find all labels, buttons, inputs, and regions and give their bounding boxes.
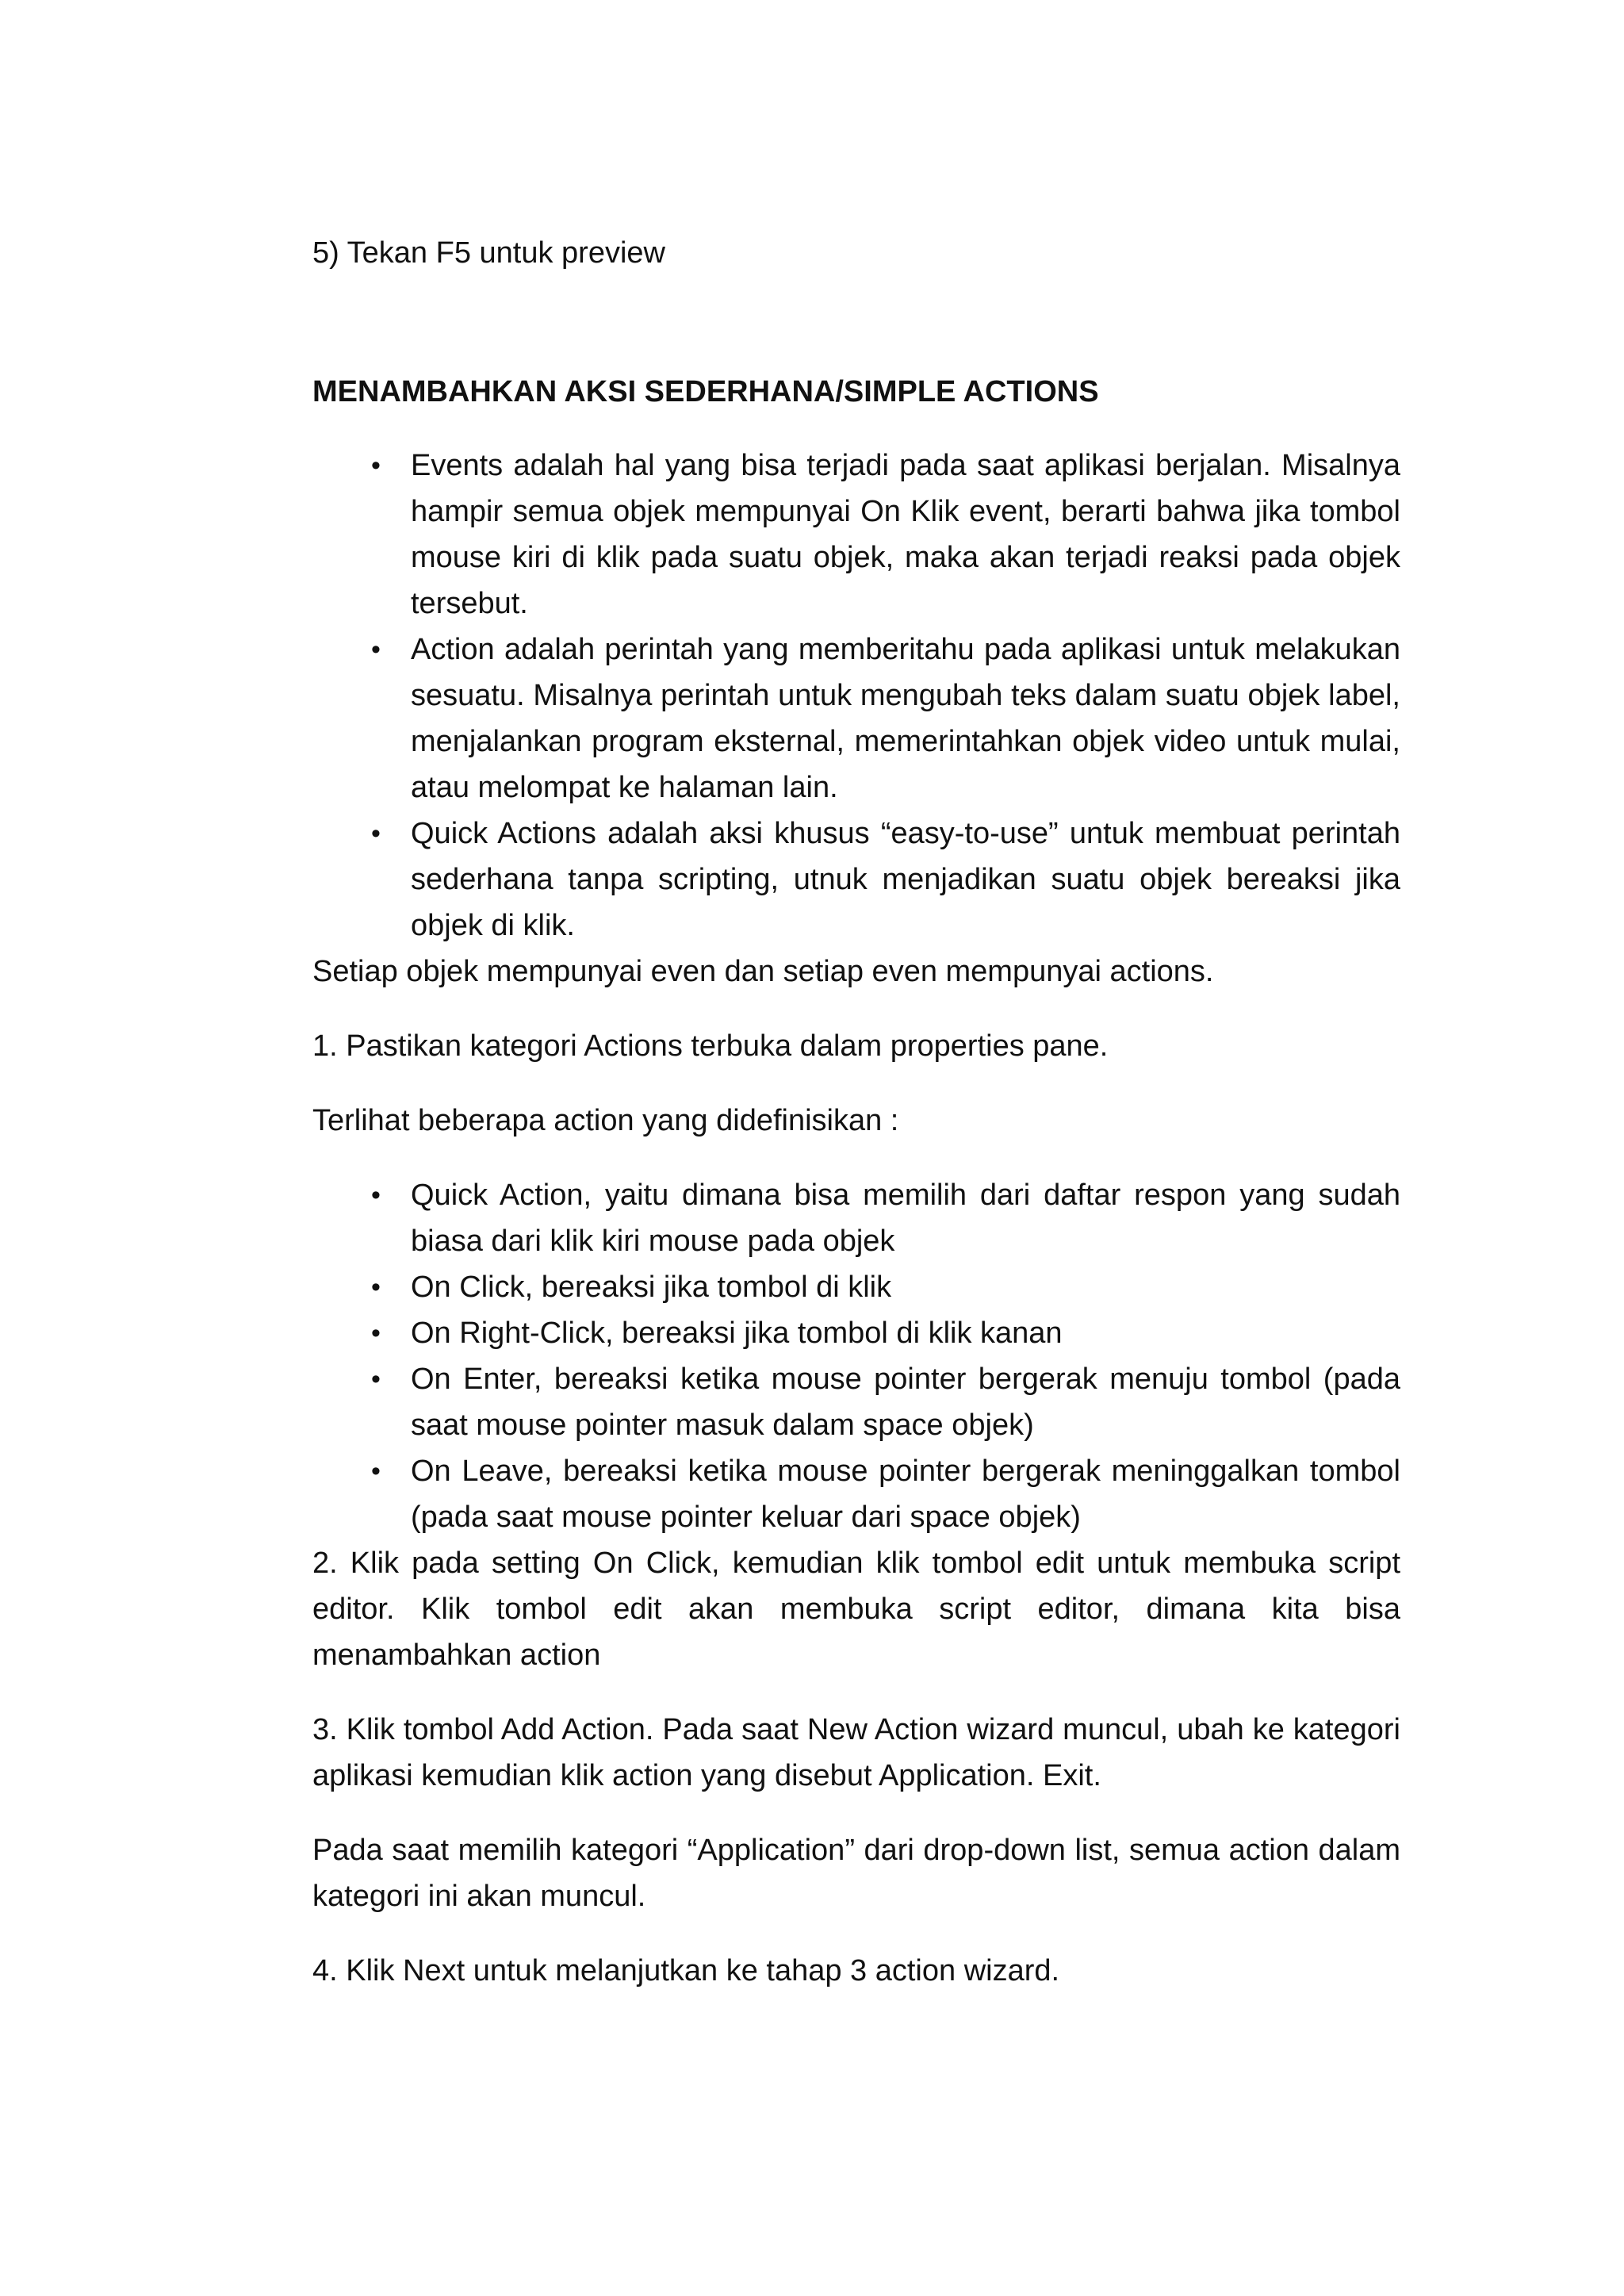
list-item-text: On Leave, bereaksi ketika mouse pointer bergerak meninggalkan tombol (pada saat mouse pointer keluar dari space objek) (411, 1455, 1400, 1534)
bullet-icon: • (371, 818, 381, 849)
list-item-text: On Enter, bereaksi ketika mouse pointer bergerak menuju tombol (pada saat mouse pointer masuk dalam space objek) (411, 1363, 1400, 1442)
list-item-text: Events adalah hal yang bisa terjadi pada saat aplikasi berjalan. Misalnya hampir semua objek mempunyai On Klik event, berarti bahwa jika tombol mouse kiri di klik pada suatu objek, maka akan terjadi reaksi pada objek tersebut. (411, 449, 1400, 620)
bullet-icon: • (371, 634, 381, 665)
actions-list (312, 1172, 1400, 1540)
list-item-text: On Click, bereaksi jika tombol di klik (411, 1271, 892, 1304)
step-2-text: 2. Klik pada setting On Click, kemudian klik tombol edit untuk membuka script editor. Klik tombol edit akan membuka script editor, dimana kita bisa menambahkan action (312, 1547, 1400, 1672)
bullet-icon: • (371, 1364, 381, 1394)
list-item-text: Quick Actions adalah aksi khusus “easy-to-use” untuk membuat perintah sederhana tanpa scripting, utnuk menjadikan suatu objek bereaksi jika objek di klik. (411, 817, 1400, 942)
bullet-icon: • (371, 450, 381, 481)
step-3-text: 3. Klik tombol Add Action. Pada saat New Action wizard muncul, ubah ke kategori aplikasi kemudian klik action yang disebut Application. Exit. (312, 1713, 1400, 1792)
list-item (312, 1356, 1400, 1448)
bullet-icon: • (371, 1318, 381, 1348)
bullet-icon: • (371, 1272, 381, 1302)
list-item (312, 443, 1400, 627)
bullet-icon: • (371, 1180, 381, 1210)
list-item-text: Quick Action, yaitu dimana bisa memilih dari daftar respon yang sudah biasa dari klik kiri mouse pada objek (411, 1179, 1400, 1258)
definitions-list (312, 443, 1400, 949)
paragraph-application: Pada saat memilih kategori “Application” dari drop-down list, semua action dalam kategori ini akan muncul. (312, 1834, 1400, 1913)
list-item (312, 1310, 1400, 1356)
paragraph-terlihat: Terlihat beberapa action yang didefinisikan : (312, 1104, 899, 1137)
document-body (312, 230, 1400, 2022)
list-item (312, 627, 1400, 811)
list-item (312, 1172, 1400, 1264)
list-item-text: On Right-Click, bereaksi jika tombol di klik kanan (411, 1317, 1063, 1350)
paragraph-even: Setiap objek mempunyai even dan setiap even mempunyai actions. (312, 955, 1214, 988)
step-5-text: 5) Tekan F5 untuk preview (312, 236, 665, 270)
list-item (312, 811, 1400, 949)
section-heading: MENAMBAHKAN AKSI SEDERHANA/SIMPLE ACTIONS (312, 375, 1099, 408)
step-4-text: 4. Klik Next untuk melanjutkan ke tahap 3 action wizard. (312, 1954, 1060, 1987)
list-item (312, 1264, 1400, 1310)
list-item (312, 1448, 1400, 1540)
list-item-text: Action adalah perintah yang memberitahu pada aplikasi untuk melakukan sesuatu. Misalnya perintah untuk mengubah teks dalam suatu objek label, menjalankan program eksternal, memerintahkan objek video untuk mulai, atau melompat ke halaman lain. (411, 633, 1400, 804)
bullet-icon: • (371, 1456, 381, 1486)
step-1-text: 1. Pastikan kategori Actions terbuka dalam properties pane. (312, 1029, 1109, 1063)
